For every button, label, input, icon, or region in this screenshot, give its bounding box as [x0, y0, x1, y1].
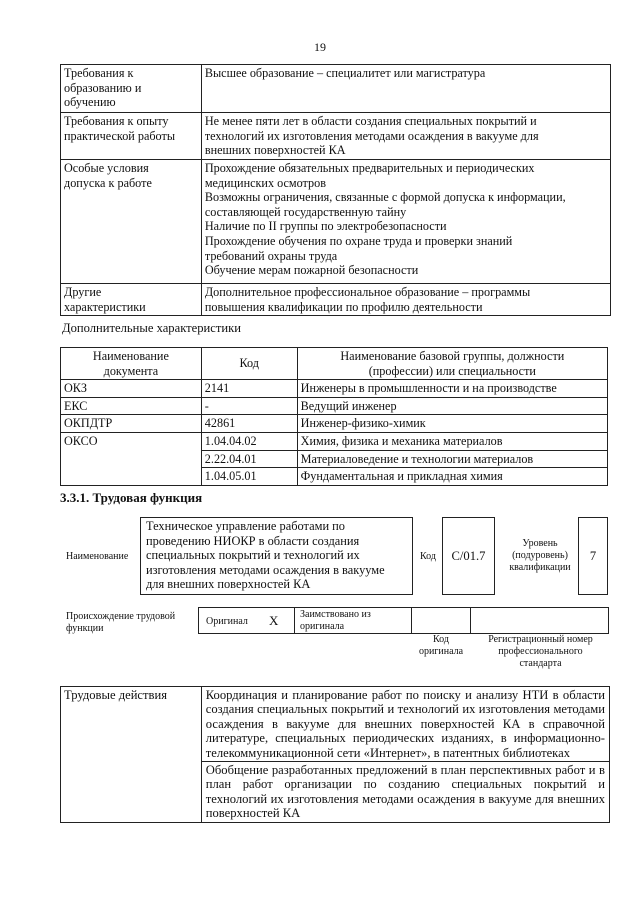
value-line: Обучение мерам пожарной безопасности [204, 263, 419, 278]
label-line: практической работы [64, 128, 176, 143]
action-item: Обобщение разработанных предложений в план перспективных работ и в план работ организации по созданию специальных покрытий и технологий их изготовления методами осаждения в вакууме для внешних поверхностей КА [201, 762, 609, 823]
label-line: характеристики [64, 299, 146, 314]
label-line: обучению [64, 95, 116, 110]
requirements-value [201, 65, 610, 113]
origin-divider [470, 608, 471, 633]
label-line: Требования к опыту [64, 114, 169, 128]
origin-original: Оригинал [206, 616, 248, 627]
origin-code-caption [410, 634, 472, 658]
origin-divider [411, 608, 412, 633]
level-label-line: квалификации [509, 562, 571, 573]
value-line: медицинских осмотров [204, 175, 326, 190]
origin-borrowed [300, 609, 371, 633]
caption-line: оригинала [418, 646, 464, 657]
requirements-label [61, 160, 202, 284]
requirements-row [61, 284, 611, 316]
value-line: Возможны ограничения, связанные с формой допуска к информации, [204, 190, 566, 205]
function-level-box [578, 517, 608, 595]
name-cell: Ведущий инженер [297, 397, 607, 415]
function-name-line: изготовления методами осаждения в вакууме [146, 562, 385, 577]
value-line: внешних поверхностей КА [204, 143, 346, 158]
code-cell: 2.22.04.01 [201, 450, 297, 468]
borrowed-line: оригинала [300, 621, 345, 632]
label-line: допуска к работе [64, 175, 152, 190]
additional-table [60, 347, 608, 486]
value-line: Наличие по II группы по электробезопасности [204, 219, 447, 234]
name-cell: Материаловедение и технологии материалов [297, 450, 607, 468]
actions-row [61, 687, 610, 762]
caption-line: профессионального [498, 646, 583, 657]
name-cell: Фундаментальная и прикладная химия [297, 468, 607, 486]
requirements-label [61, 113, 202, 160]
origin-label [66, 611, 175, 635]
header-line: документа [103, 363, 159, 378]
header-doc [61, 348, 202, 380]
function-level-value: 7 [589, 548, 597, 563]
caption-line: Код [433, 634, 449, 645]
table-row [61, 380, 608, 398]
label-line: Требования к [64, 66, 134, 80]
requirements-table [60, 64, 611, 316]
table-row [61, 397, 608, 415]
action-item: Координация и планирование работ по поиску и анализу НТИ в области создания специальных покрытий и технологий их изготовления методами осаждения в вакууме для внешних поверхностей КА в справочной литературе, специальных периодических изданиях, в информационно-телекоммуникационной сети «Интернет», в патентных библиотеках [201, 687, 609, 762]
label-line: Другие [64, 285, 102, 299]
caption-line: Регистрационный номер [488, 634, 593, 645]
doc-cell: ОКЗ [61, 380, 202, 398]
origin-label-line: функции [66, 623, 104, 634]
table-row [61, 432, 608, 450]
page-number: 19 [314, 40, 326, 54]
function-code-box [442, 517, 495, 595]
function-code-value: C/01.7 [451, 548, 486, 563]
requirements-value [201, 113, 610, 160]
code-cell: 42861 [201, 415, 297, 433]
code-cell: 1.04.04.02 [201, 432, 297, 450]
value-line: требований охраны труда [204, 248, 338, 263]
header-line: Наименование [92, 349, 169, 363]
additional-header-row [61, 348, 608, 380]
function-name-line: специальных покрытий и технологий их [146, 548, 360, 563]
value-line: повышения квалификации по профилю деятельности [204, 299, 483, 314]
function-name-line: Техническое управление работами по [146, 519, 346, 533]
requirements-value [201, 160, 610, 284]
function-code-label: Код [420, 551, 436, 562]
requirements-label [61, 284, 202, 316]
requirements-value [201, 284, 610, 316]
doc-cell: ОКСО [61, 432, 202, 485]
header-name [297, 348, 607, 380]
value-line: технологий их изготовления методами осаждения в вакууме для [204, 128, 539, 143]
label-line: Особые условия [64, 161, 149, 175]
doc-cell: ЕКС [61, 397, 202, 415]
header-line: (профессии) или специальности [368, 363, 536, 378]
function-name-line: проведению НИОКР в области создания [146, 533, 360, 548]
name-cell: Инженеры в промышленности и на производстве [297, 380, 607, 398]
origin-row [198, 607, 609, 634]
actions-table [60, 686, 610, 823]
code-cell: 1.04.05.01 [201, 468, 297, 486]
name-cell: Химия, физика и механика материалов [297, 432, 607, 450]
origin-divider [294, 608, 295, 633]
additional-heading: Дополнительные характеристики [62, 321, 241, 335]
actions-label: Трудовые действия [61, 687, 202, 823]
value-line: составляющей государственную тайну [204, 204, 407, 219]
doc-cell: ОКПДТР [61, 415, 202, 433]
origin-reg-caption [472, 634, 609, 670]
table-row [61, 415, 608, 433]
function-name-box [140, 517, 413, 595]
origin-mark: X [269, 613, 279, 628]
requirements-row [61, 113, 611, 160]
value-line: Не менее пяти лет в области создания специальных покрытий и [204, 114, 537, 128]
value-line: Прохождение обучения по охране труда и проверки знаний [204, 233, 513, 248]
value-line: Прохождение обязательных предварительных и периодических [204, 161, 535, 175]
origin-label-line: Происхождение трудовой [66, 611, 176, 622]
function-name-label: Наименование [66, 551, 129, 562]
function-heading: 3.3.1. Трудовая функция [60, 490, 203, 505]
name-cell: Инженер-физико-химик [297, 415, 607, 433]
header-line: Наименование базовой группы, должности [340, 349, 565, 363]
requirements-label [61, 65, 202, 113]
function-level-label [500, 538, 580, 574]
level-label-line: (подуровень) [512, 550, 568, 561]
code-cell: 2141 [201, 380, 297, 398]
code-cell: - [201, 397, 297, 415]
function-name-line: для внешних поверхностей КА [146, 577, 311, 592]
requirements-row [61, 160, 611, 284]
value-line: Высшее образование – специалитет или магистратура [204, 66, 486, 80]
header-code: Код [201, 348, 297, 380]
requirements-row [61, 65, 611, 113]
borrowed-line: Заимствовано из [300, 609, 371, 620]
label-line: образованию и [64, 80, 142, 95]
level-label-line: Уровень [522, 538, 558, 549]
value-line: Дополнительное профессиональное образование – программы [204, 285, 531, 299]
caption-line: стандарта [519, 658, 562, 669]
